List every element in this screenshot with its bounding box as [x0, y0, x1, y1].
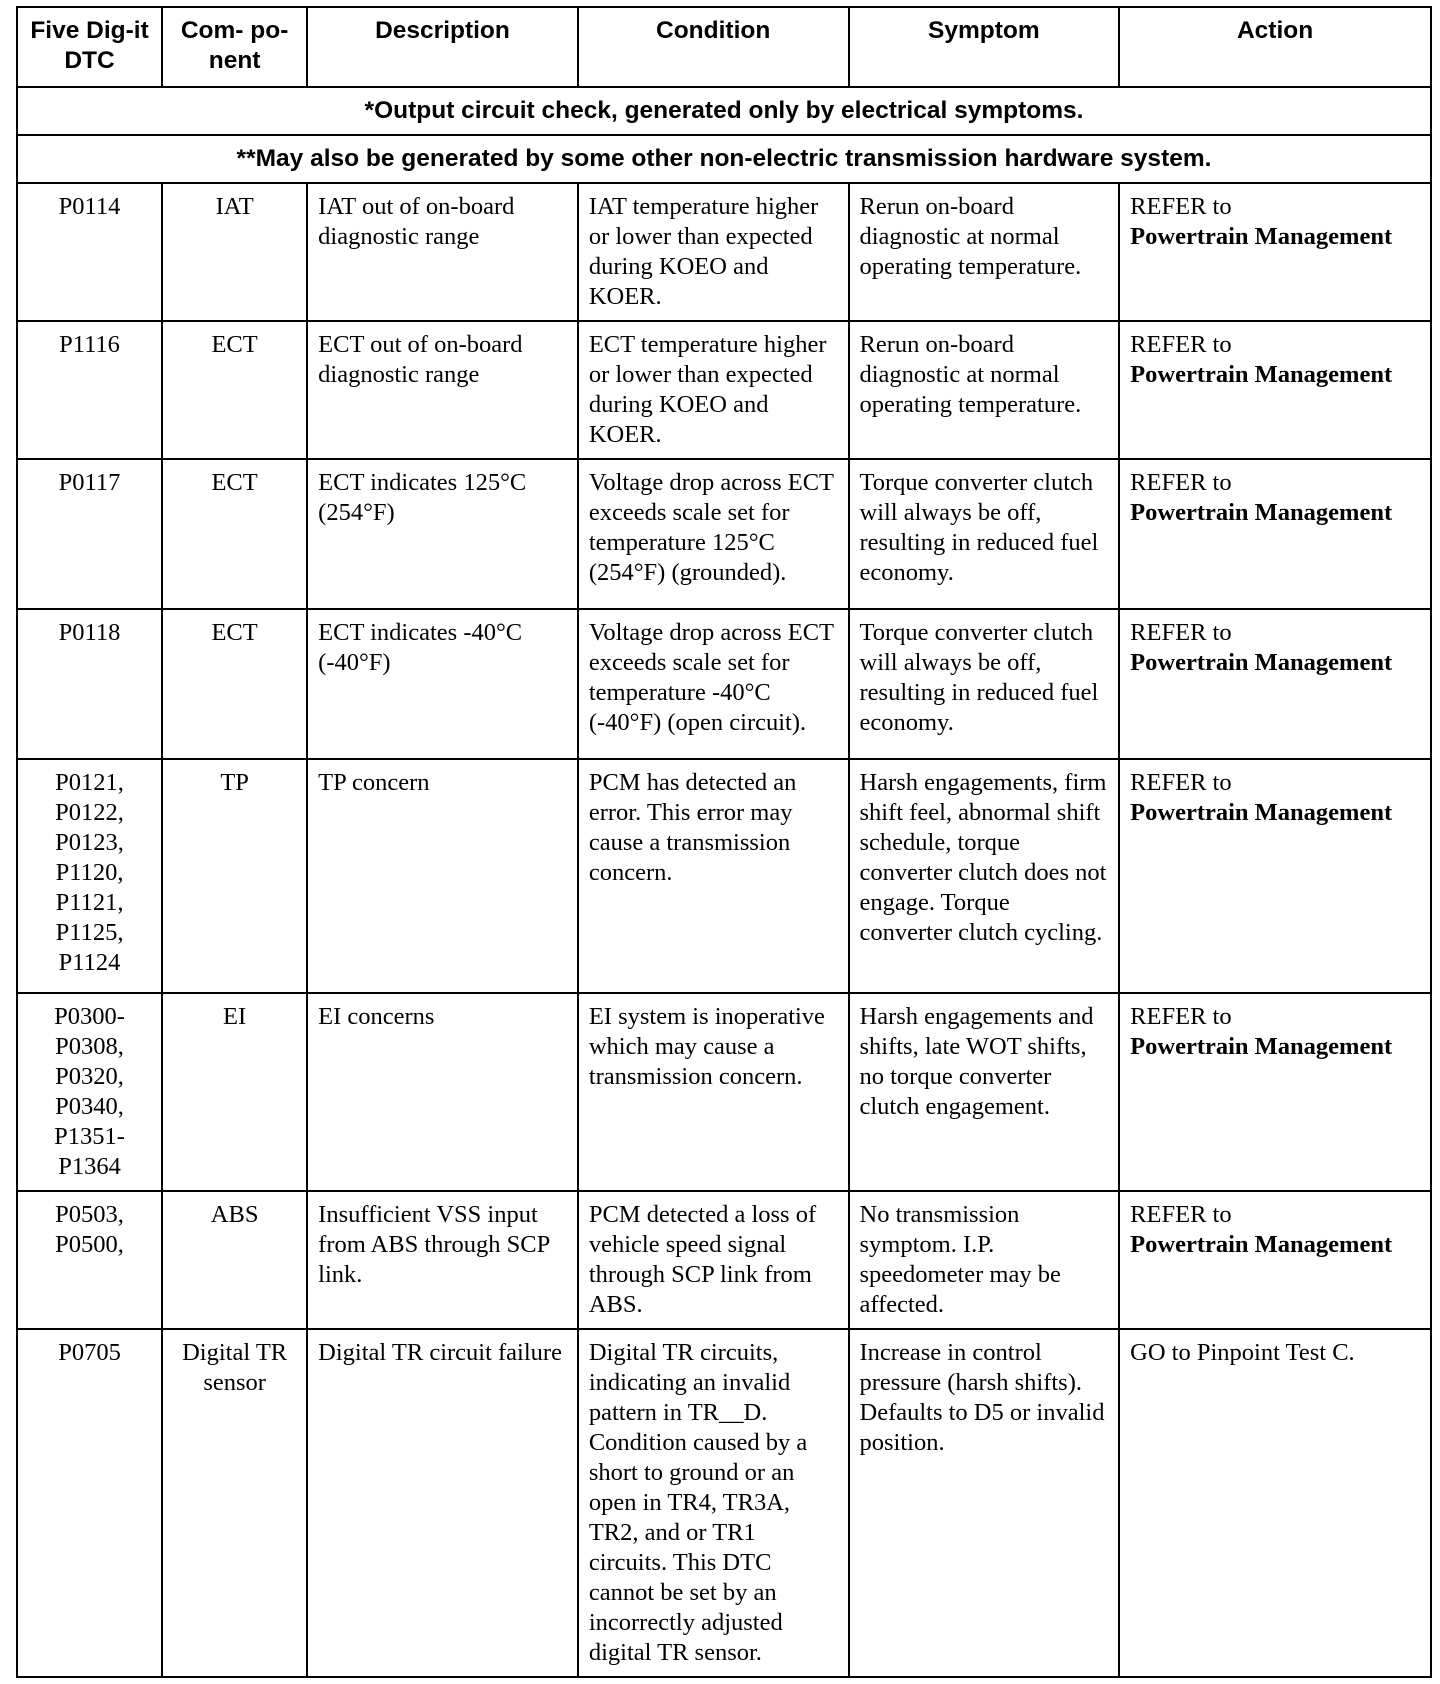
- action-cell: [1119, 459, 1431, 609]
- symptom-cell: Torque converter clutch will always be off, resulting in reduced fuel economy.: [849, 609, 1120, 759]
- dtc-cell: P0117: [17, 459, 162, 609]
- refer-text: REFER to: [1130, 469, 1232, 496]
- dtc-cell: [17, 993, 162, 1191]
- dtc-code: P0500,: [55, 1231, 124, 1258]
- dtc-table: [16, 6, 1432, 1678]
- dtc-cell: [17, 759, 162, 993]
- condition-cell: Digital TR circuits, indicating an invalid pattern in TR__D. Condition caused by a short to ground or an open in TR4, TR3A, TR2, and or TR1 circuits. This DTC cannot be set by an incorrectly adjusted digital TR sensor.: [578, 1329, 849, 1677]
- header-row: [17, 7, 1431, 87]
- dtc-table-page: [16, 6, 1432, 1678]
- note-row: [17, 87, 1431, 135]
- component-cell: ECT: [162, 321, 307, 459]
- note-non-electric: **May also be generated by some other non-electric transmission hardware system.: [17, 135, 1431, 183]
- component-cell: ABS: [162, 1191, 307, 1329]
- component-cell: ECT: [162, 459, 307, 609]
- component-line: Digital TR: [182, 1339, 288, 1366]
- refer-target: Powertrain Management: [1130, 223, 1393, 250]
- dtc-code: P0121,: [55, 769, 124, 796]
- header-condition: Condition: [578, 7, 849, 87]
- table-row: [17, 609, 1431, 759]
- dtc-code: P1364: [58, 1153, 121, 1180]
- refer-target: Powertrain Management: [1130, 361, 1393, 388]
- description-cell: EI concerns: [307, 993, 578, 1191]
- dtc-code: P1351-: [54, 1123, 125, 1150]
- refer-target: Powertrain Management: [1130, 499, 1393, 526]
- component-cell: EI: [162, 993, 307, 1191]
- action-cell: [1119, 759, 1431, 993]
- dtc-code: P0503,: [55, 1201, 124, 1228]
- component-cell: IAT: [162, 183, 307, 321]
- dtc-cell: P0114: [17, 183, 162, 321]
- component-cell: ECT: [162, 609, 307, 759]
- refer-text: REFER to: [1130, 769, 1232, 796]
- table-row: [17, 183, 1431, 321]
- dtc-code: P0308,: [55, 1033, 124, 1060]
- action-cell: [1119, 321, 1431, 459]
- dtc-code: P1125,: [55, 919, 124, 946]
- component-cell: TP: [162, 759, 307, 993]
- symptom-cell: No transmission symptom. I.P. speedometer may be affected.: [849, 1191, 1120, 1329]
- dtc-cell: [17, 1191, 162, 1329]
- dtc-code: P1120,: [55, 859, 124, 886]
- symptom-cell: Increase in control pressure (harsh shifts). Defaults to D5 or invalid position.: [849, 1329, 1120, 1677]
- refer-text: REFER to: [1130, 331, 1232, 358]
- description-cell: ECT indicates 125°C (254°F): [307, 459, 578, 609]
- condition-cell: PCM detected a loss of vehicle speed signal through SCP link from ABS.: [578, 1191, 849, 1329]
- description-cell: Insufficient VSS input from ABS through SCP link.: [307, 1191, 578, 1329]
- condition-cell: Voltage drop across ECT exceeds scale set for temperature 125°C (254°F) (grounded).: [578, 459, 849, 609]
- condition-cell: EI system is inoperative which may cause a transmission concern.: [578, 993, 849, 1191]
- table-row: [17, 321, 1431, 459]
- dtc-code: P1124: [58, 949, 121, 976]
- condition-cell: IAT temperature higher or lower than expected during KOEO and KOER.: [578, 183, 849, 321]
- action-cell: [1119, 609, 1431, 759]
- refer-text: REFER to: [1130, 1201, 1232, 1228]
- component-cell: [162, 1329, 307, 1677]
- refer-text: REFER to: [1130, 619, 1232, 646]
- description-cell: TP concern: [307, 759, 578, 993]
- description-cell: Digital TR circuit failure: [307, 1329, 578, 1677]
- refer-text: REFER to: [1130, 1003, 1232, 1030]
- refer-text: REFER to: [1130, 193, 1232, 220]
- table-row: [17, 1329, 1431, 1677]
- refer-target: Powertrain Management: [1130, 1033, 1393, 1060]
- action-cell: [1119, 993, 1431, 1191]
- header-action: Action: [1119, 7, 1431, 87]
- action-cell: GO to Pinpoint Test C.: [1119, 1329, 1431, 1677]
- note-output-circuit: *Output circuit check, generated only by electrical symptoms.: [17, 87, 1431, 135]
- condition-cell: PCM has detected an error. This error may cause a transmission concern.: [578, 759, 849, 993]
- refer-target: Powertrain Management: [1130, 649, 1393, 676]
- dtc-code: P0320,: [55, 1063, 124, 1090]
- table-row: [17, 759, 1431, 993]
- description-cell: ECT out of on-board diagnostic range: [307, 321, 578, 459]
- header-symptom: Symptom: [849, 7, 1120, 87]
- symptom-cell: Torque converter clutch will always be off, resulting in reduced fuel economy.: [849, 459, 1120, 609]
- component-line: sensor: [203, 1369, 266, 1396]
- dtc-code: P0123,: [55, 829, 124, 856]
- dtc-cell: P0118: [17, 609, 162, 759]
- dtc-code: P0300-: [54, 1003, 125, 1030]
- condition-cell: Voltage drop across ECT exceeds scale set for temperature -40°C (-40°F) (open circuit).: [578, 609, 849, 759]
- table-row: [17, 993, 1431, 1191]
- dtc-code: P0122,: [55, 799, 124, 826]
- table-row: [17, 1191, 1431, 1329]
- header-dtc: Five Dig-it DTC: [17, 7, 162, 87]
- symptom-cell: Harsh engagements and shifts, late WOT shifts, no torque converter clutch engagement.: [849, 993, 1120, 1191]
- dtc-cell: P1116: [17, 321, 162, 459]
- header-component: Com- po-nent: [162, 7, 307, 87]
- action-cell: [1119, 1191, 1431, 1329]
- description-cell: ECT indicates -40°C (-40°F): [307, 609, 578, 759]
- description-cell: IAT out of on-board diagnostic range: [307, 183, 578, 321]
- refer-target: Powertrain Management: [1130, 1231, 1393, 1258]
- symptom-cell: Rerun on-board diagnostic at normal operating temperature.: [849, 183, 1120, 321]
- note-row: [17, 135, 1431, 183]
- symptom-cell: Rerun on-board diagnostic at normal operating temperature.: [849, 321, 1120, 459]
- action-cell: [1119, 183, 1431, 321]
- symptom-cell: Harsh engagements, firm shift feel, abnormal shift schedule, torque converter clutch does not engage. Torque converter clutch cycling.: [849, 759, 1120, 993]
- dtc-code: P0340,: [55, 1093, 124, 1120]
- table-row: [17, 459, 1431, 609]
- refer-target: Powertrain Management: [1130, 799, 1393, 826]
- condition-cell: ECT temperature higher or lower than expected during KOEO and KOER.: [578, 321, 849, 459]
- dtc-cell: P0705: [17, 1329, 162, 1677]
- dtc-code: P1121,: [55, 889, 124, 916]
- header-description: Description: [307, 7, 578, 87]
